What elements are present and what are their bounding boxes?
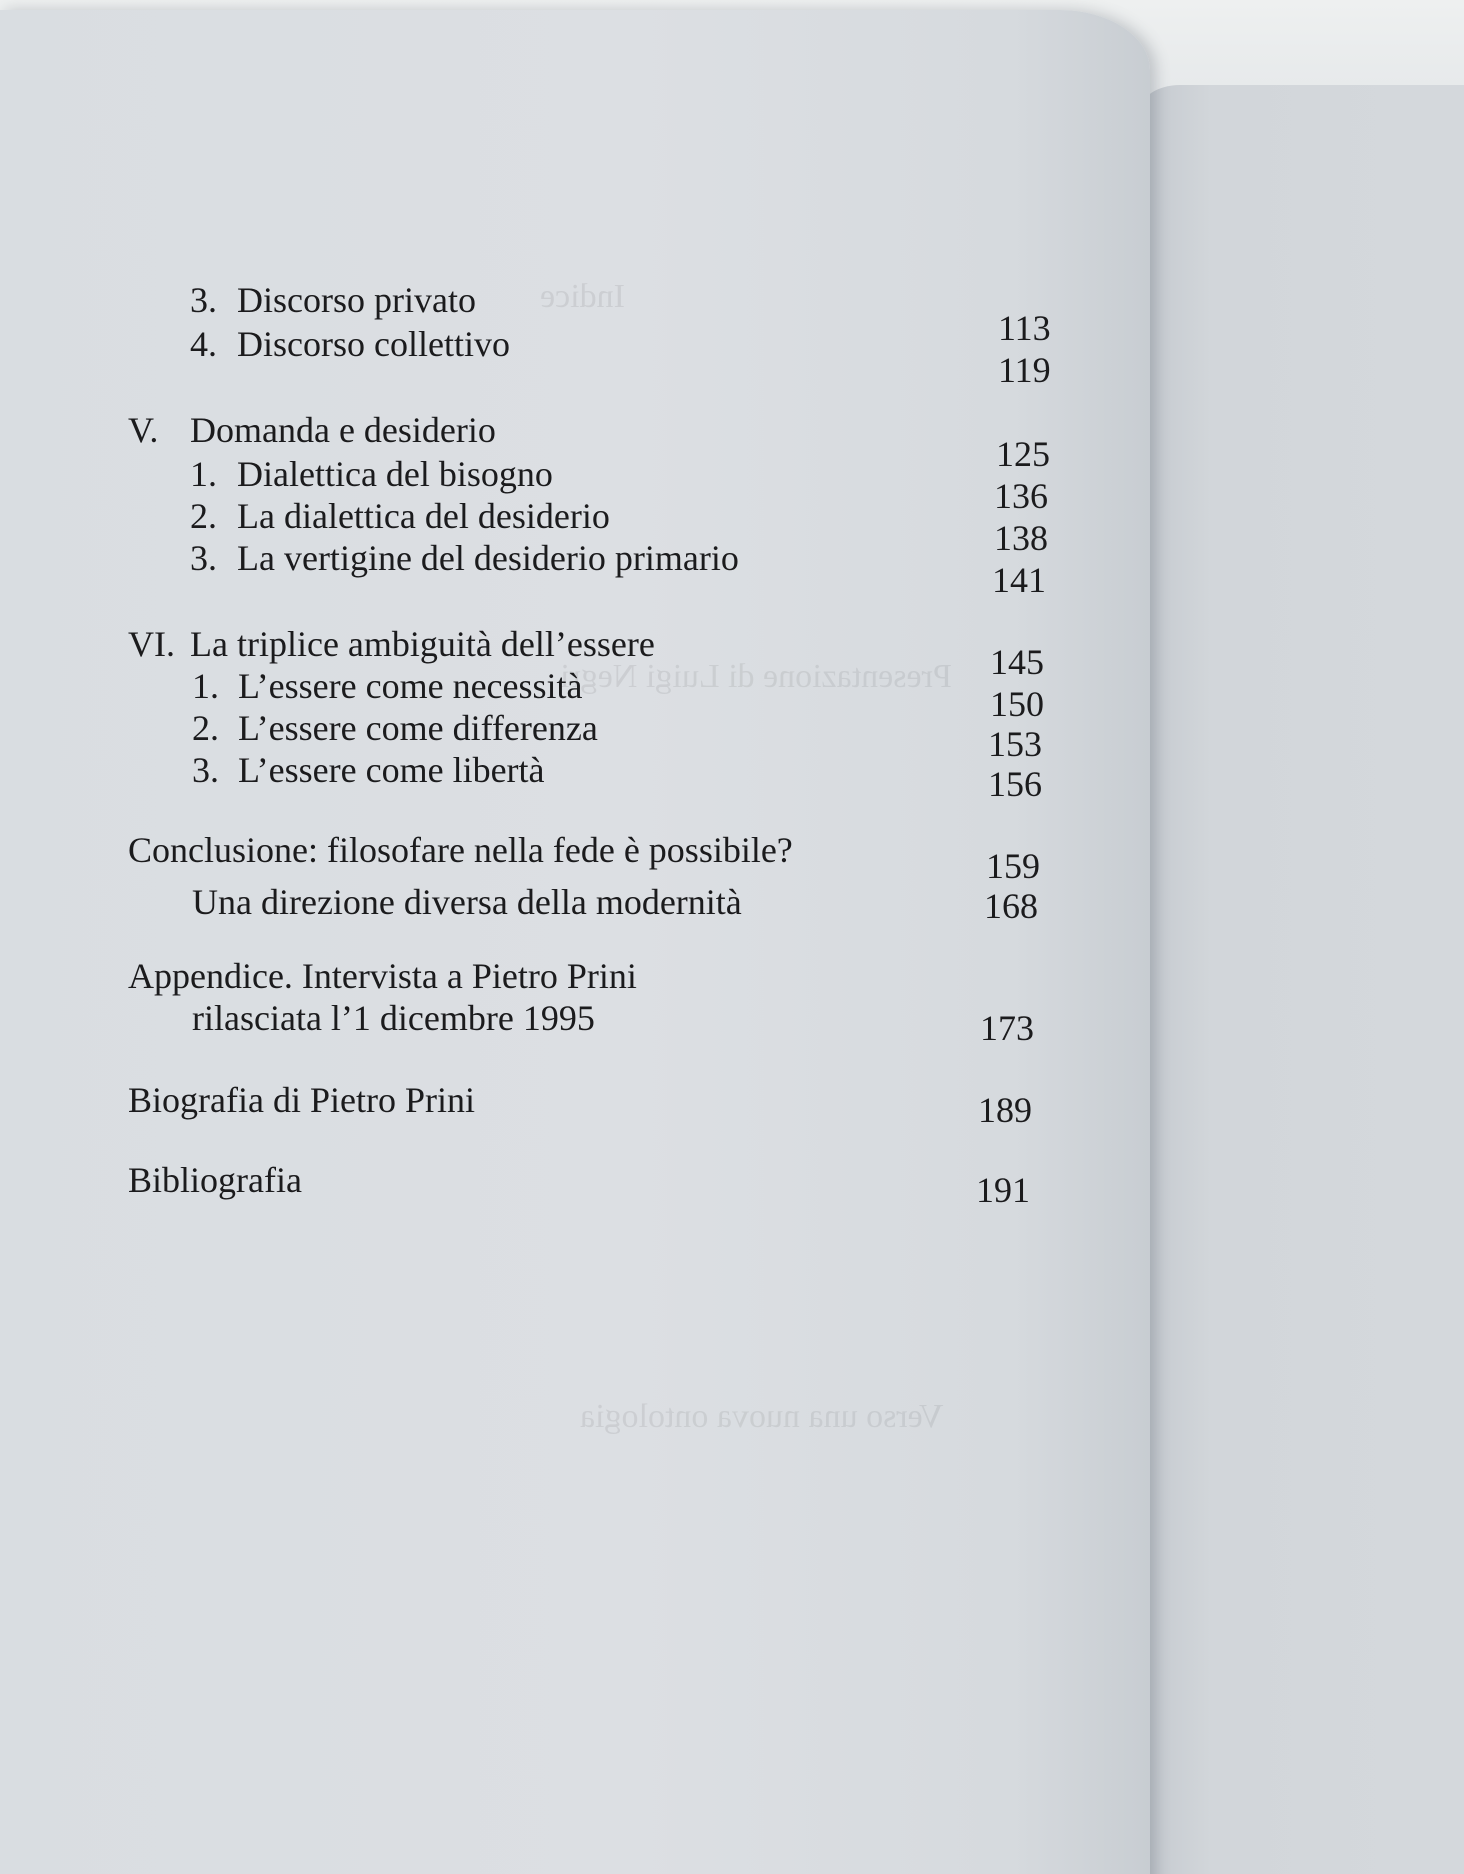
toc-item-page: 153 <box>988 724 1042 764</box>
bleed-through: Verso una nuova ontologia <box>580 1398 944 1435</box>
toc-item-title: Dialettica del bisogno <box>237 454 553 494</box>
toc-item-page: 173 <box>980 1008 1034 1048</box>
bleed-through: Presentazione di Luigi Negri <box>560 658 952 695</box>
toc-item-page: 156 <box>988 764 1042 804</box>
toc-item-page: 138 <box>994 518 1048 558</box>
toc-chapter-title: La triplice ambiguità dell’essere <box>190 624 655 664</box>
toc-chapter-number: VI. <box>128 624 175 664</box>
toc-item-title: Discorso privato <box>237 280 476 320</box>
toc-chapter-number: V. <box>128 410 159 450</box>
toc-item-number: 1. <box>192 666 219 706</box>
toc-item-page: 191 <box>976 1170 1030 1210</box>
toc-item-title: L’essere come differenza <box>238 708 598 748</box>
toc-item-number: 3. <box>190 538 217 578</box>
toc-section-title: Biografia di Pietro Prini <box>128 1080 475 1120</box>
toc-item-number: 4. <box>190 324 217 364</box>
toc-item-title: La vertigine del desiderio primario <box>237 538 739 578</box>
toc-chapter-title: Domanda e desiderio <box>190 410 496 450</box>
toc-section-title: Bibliografia <box>128 1160 302 1200</box>
toc-item-title: La dialettica del desiderio <box>237 496 610 536</box>
toc-item-page: 159 <box>986 846 1040 886</box>
toc-item-title: rilasciata l’1 dicembre 1995 <box>192 998 595 1038</box>
toc-item-page: 113 <box>998 308 1051 348</box>
bleed-through: Indice <box>540 278 625 315</box>
toc-item-page: 119 <box>998 350 1051 390</box>
toc-item-number: 2. <box>190 496 217 536</box>
toc-item-page: 145 <box>990 642 1044 682</box>
toc-section-title: Conclusione: filosofare nella fede è possibile? <box>128 830 793 870</box>
toc-item-page: 189 <box>978 1090 1032 1130</box>
toc-item-number: 3. <box>190 280 217 320</box>
left-page <box>0 10 1150 1874</box>
toc-section-title: Appendice. Intervista a Pietro Prini <box>128 956 637 996</box>
toc-item-page: 136 <box>994 476 1048 516</box>
right-page <box>1140 85 1464 1874</box>
table-of-contents <box>0 10 1150 1435</box>
toc-item-title: L’essere come libertà <box>238 750 545 790</box>
toc-item-page: 150 <box>990 684 1044 724</box>
toc-item-number: 2. <box>192 708 219 748</box>
toc-item-number: 1. <box>190 454 217 494</box>
toc-item-page: 125 <box>996 434 1050 474</box>
toc-item-page: 168 <box>984 886 1038 926</box>
toc-item-page: 141 <box>992 560 1046 600</box>
toc-item-title: L’essere come necessità <box>238 666 583 706</box>
toc-item-title: Una direzione diversa della modernità <box>192 882 742 922</box>
toc-item-number: 3. <box>192 750 219 790</box>
toc-item-title: Discorso collettivo <box>237 324 510 364</box>
